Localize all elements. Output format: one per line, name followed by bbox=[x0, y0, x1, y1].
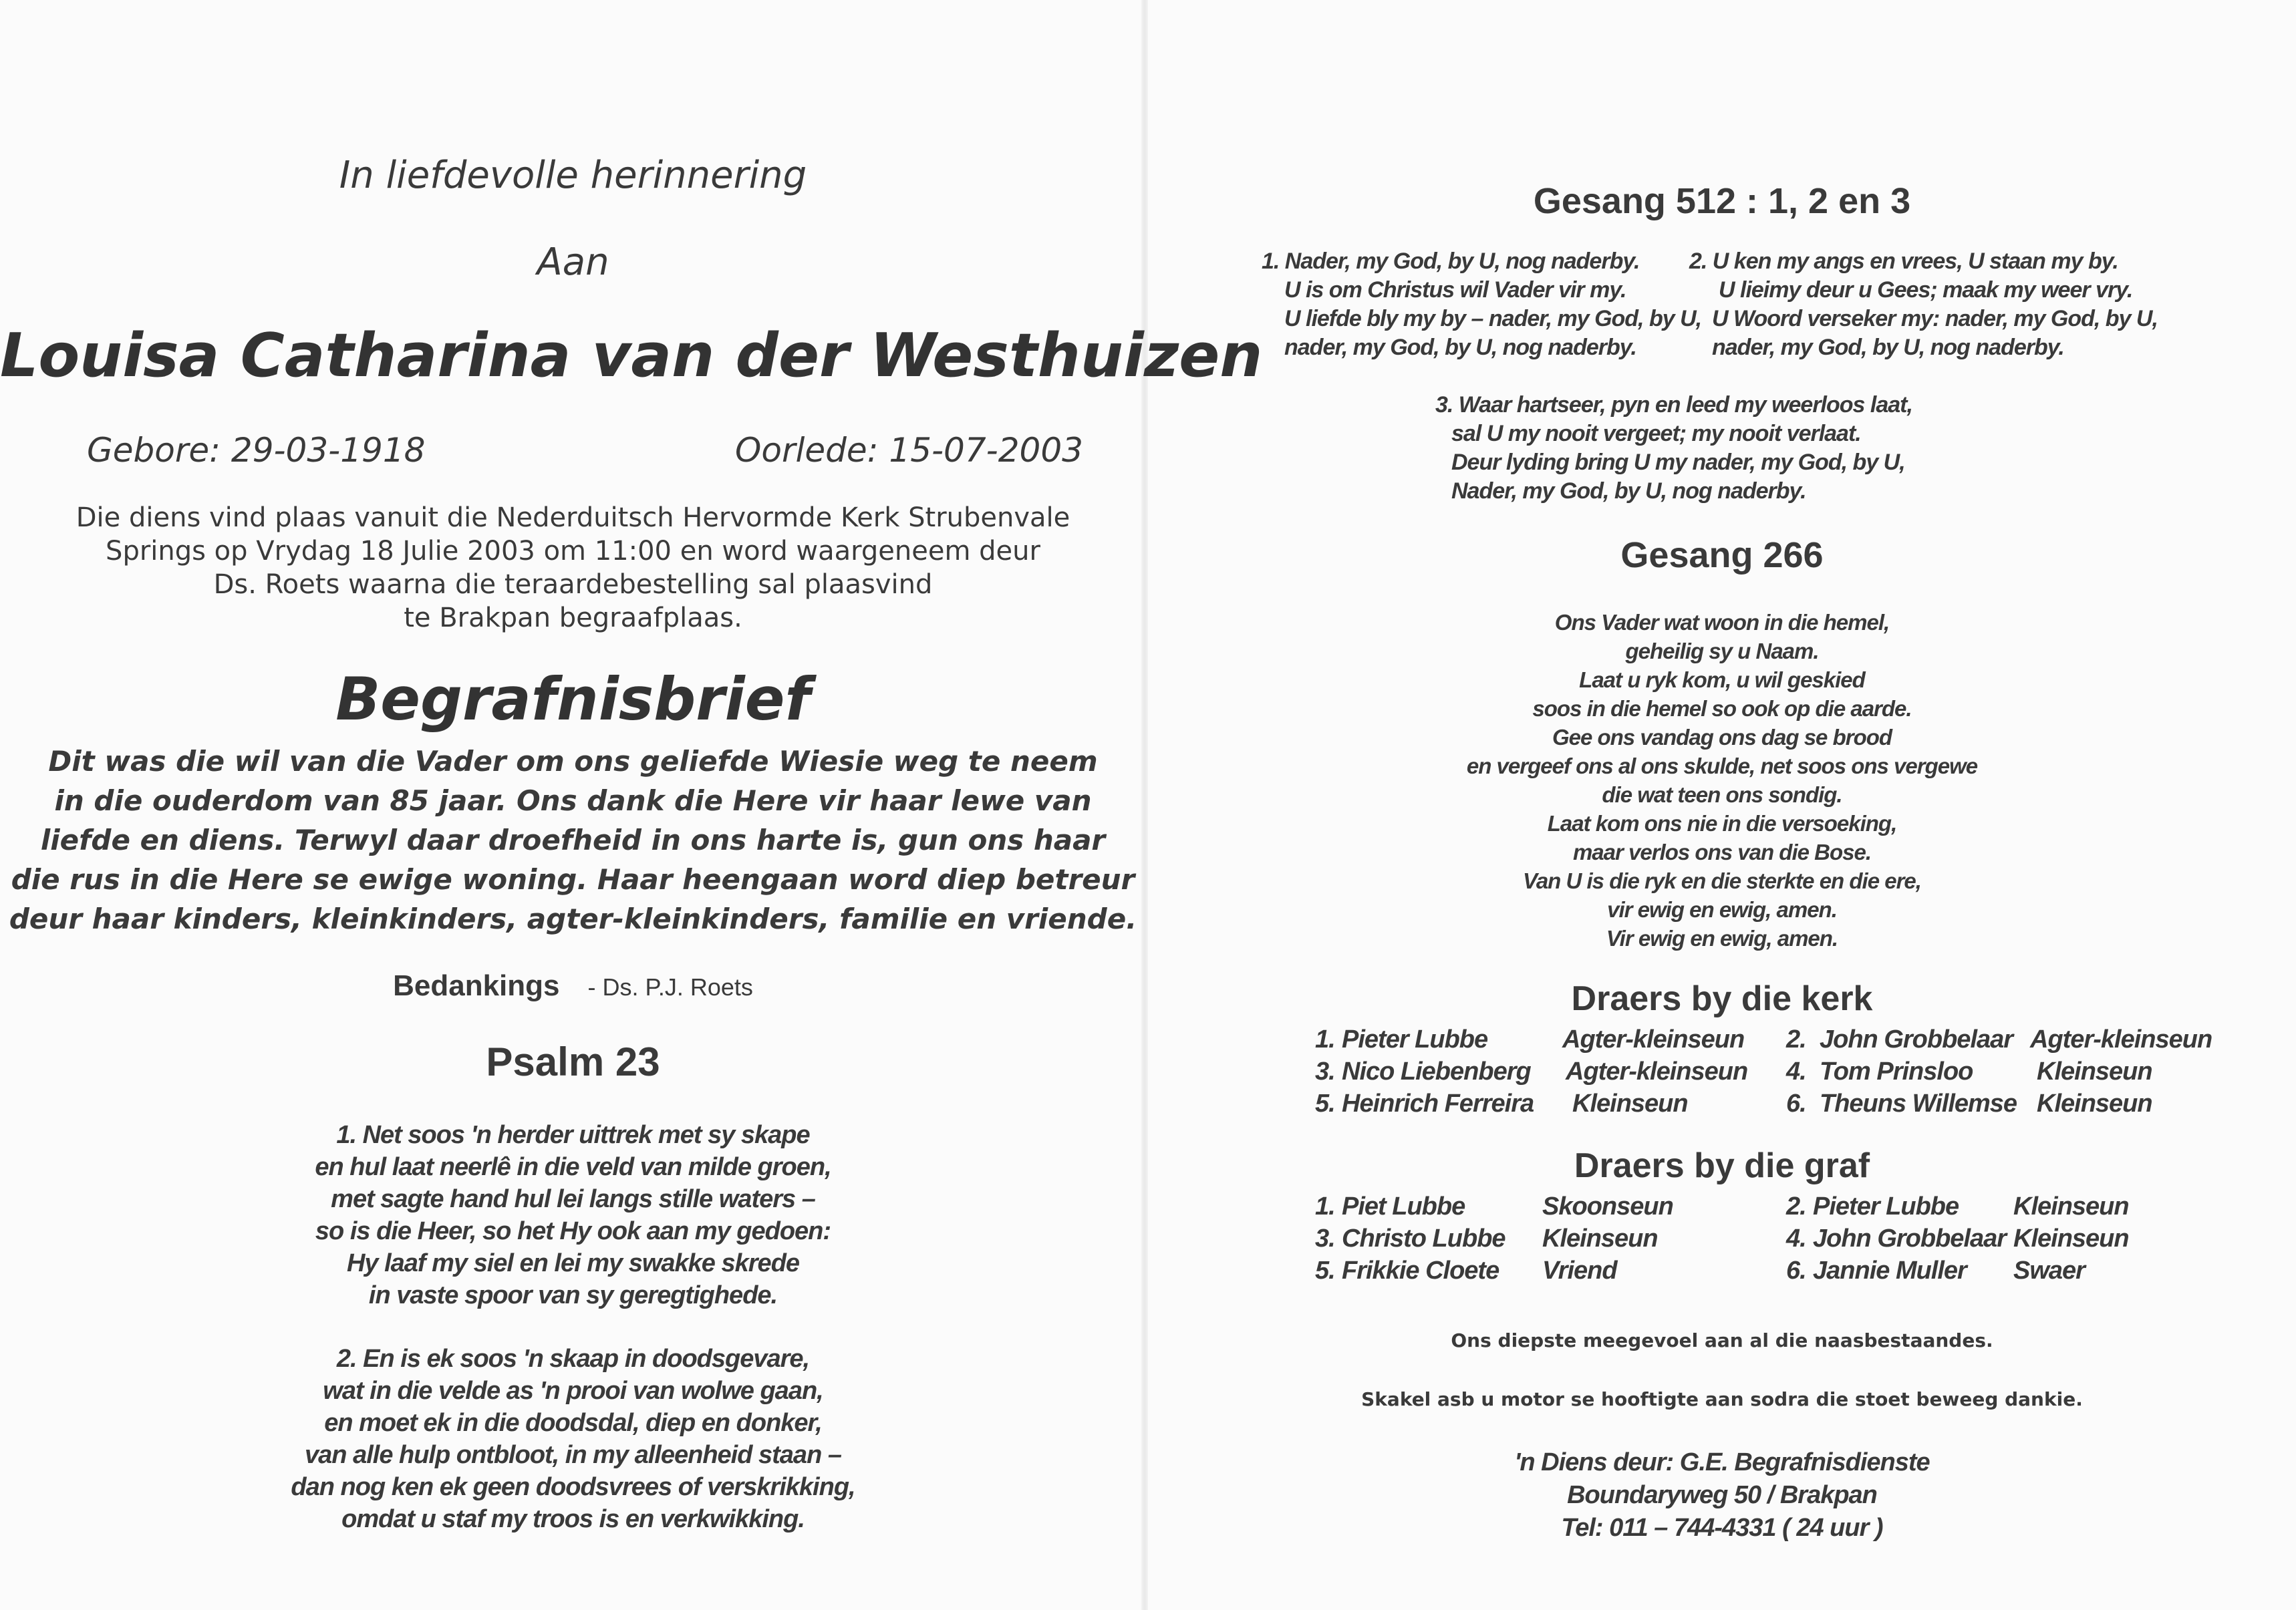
verse-line: U liefde bly my by – nader, my God, by U, bbox=[1284, 306, 1702, 331]
verse-line: U is om Christus wil Vader vir my. bbox=[1284, 277, 1626, 303]
hymn-512-verse-2 bbox=[1689, 247, 2158, 362]
verse-line: wat in die velde as 'n prooi van wolwe gaan, bbox=[323, 1377, 823, 1405]
letter-body bbox=[0, 742, 1146, 939]
right-page bbox=[1148, 0, 2296, 1610]
hymn-512-verse-1 bbox=[1262, 247, 1701, 362]
verse-line: Gee ons vandag ons dag se brood bbox=[1552, 725, 1892, 750]
service-line: te Brakpan begraafplaas. bbox=[404, 603, 742, 633]
memorial-to: Aan bbox=[537, 240, 609, 284]
bearer-name: John Grobbelaar bbox=[1820, 1025, 2013, 1054]
verse-line: 2. U ken my angs en vrees, U staan my by. bbox=[1689, 249, 2118, 274]
verse-line: geheilig sy u Naam. bbox=[1625, 639, 1819, 663]
verse-line: dan nog ken ek geen doodsvrees of verskrikking, bbox=[291, 1473, 855, 1501]
bearer-relation: Kleinseun bbox=[2037, 1058, 2152, 1086]
verse-line: nader, my God, by U, nog naderby. bbox=[1284, 335, 1636, 360]
verse-line: Deur lyding bring U my nader, my God, by U, bbox=[1451, 450, 1905, 475]
church-bearers-list bbox=[1315, 1025, 2251, 1126]
verse-line: Van U is die ryk en die sterkte en die ere, bbox=[1523, 868, 1921, 893]
verse-line: en hul laat neerlê in die veld van milde groen, bbox=[315, 1153, 831, 1181]
hymn-266-title: Gesang 266 bbox=[1620, 535, 1824, 575]
bearer-number: 1. bbox=[1315, 1025, 1335, 1054]
letter-line: die rus in die Here se ewige woning. Haar heengaan word diep betreur bbox=[11, 863, 1135, 896]
bearer-name: Tom Prinsloo bbox=[1820, 1058, 1973, 1086]
memorial-intro: In liefdevolle herinnering bbox=[339, 154, 807, 197]
verse-line: 3. Waar hartseer, pyn en leed my weerloos laat, bbox=[1435, 392, 1912, 418]
bearer-number: 6. bbox=[1786, 1257, 1806, 1285]
bearer-name: Pieter Lubbe bbox=[1342, 1025, 1488, 1054]
verse-line: nader, my God, by U, nog naderby. bbox=[1712, 335, 2064, 360]
car-lights-note: Skakel asb u motor se hooftigte aan sodra die stoet beweeg dankie. bbox=[1361, 1388, 2083, 1410]
birth-date: Gebore: 29-03-1918 bbox=[87, 431, 426, 470]
undertaker-line: Tel: 011 – 744-4331 ( 24 uur ) bbox=[1561, 1514, 1883, 1542]
service-line: Die diens vind plaas vanuit die Nederduitsch Hervormde Kerk Strubenvale bbox=[76, 502, 1070, 533]
verse-line: 2. En is ek soos 'n skaap in doodsgevare, bbox=[336, 1345, 810, 1373]
bearer-name: Pieter Lubbe bbox=[1813, 1192, 1959, 1221]
condolence-note: Ons diepste meegevoel aan al die naasbestaandes. bbox=[1451, 1329, 1993, 1351]
letter-title: Begrafnisbrief bbox=[335, 665, 811, 734]
verse-line: so is die Heer, so het Hy ook aan my gedoen: bbox=[315, 1217, 831, 1245]
service-line: Springs op Vrydag 18 Julie 2003 om 11:00 en word waargeneem deur bbox=[106, 536, 1040, 567]
thanks-by: - Ds. P.J. Roets bbox=[587, 973, 753, 1001]
service-line: Ds. Roets waarna die teraardebestelling sal plaasvind bbox=[213, 569, 933, 600]
undertaker-info bbox=[1148, 1446, 2296, 1545]
bearer-relation: Kleinseun bbox=[1572, 1090, 1688, 1118]
hymn-512-verse-3 bbox=[1435, 391, 1912, 506]
psalm-verse-2 bbox=[0, 1343, 1146, 1535]
letter-line: liefde en diens. Terwyl daar droefheid in ons harte is, gun ons haar bbox=[40, 824, 1106, 856]
thanks-line bbox=[0, 969, 1146, 1003]
verse-line: die wat teen ons sondig. bbox=[1602, 782, 1842, 807]
bearer-name: Nico Liebenberg bbox=[1342, 1058, 1531, 1086]
verse-line: Laat u ryk kom, u wil geskied bbox=[1579, 667, 1865, 692]
verse-line: sal U my nooit vergeet; my nooit verlaat. bbox=[1451, 421, 1861, 446]
verse-line: van alle hulp ontbloot, in my alleenheid staan – bbox=[305, 1441, 841, 1469]
verse-line: 1. Net soos 'n herder uittrek met sy skape bbox=[336, 1121, 810, 1149]
bearer-number: 4. bbox=[1786, 1058, 1806, 1086]
grave-bearers-list bbox=[1315, 1192, 2251, 1293]
bearer-relation: Agter-kleinseun bbox=[1566, 1058, 1748, 1086]
bearer-name: Jannie Muller bbox=[1813, 1257, 1967, 1285]
bearer-relation: Kleinseun bbox=[2013, 1192, 2129, 1221]
bearer-name: Theuns Willemse bbox=[1820, 1090, 2017, 1118]
verse-line: in vaste spoor van sy geregtighede. bbox=[368, 1281, 778, 1309]
verse-line: 1. Nader, my God, by U, nog naderby. bbox=[1262, 249, 1640, 274]
bearer-number: 3. bbox=[1315, 1225, 1335, 1253]
bearer-name: Heinrich Ferreira bbox=[1342, 1090, 1534, 1118]
bearer-name: Frikkie Cloete bbox=[1342, 1257, 1499, 1285]
grave-bearers-title: Draers by die graf bbox=[1574, 1146, 1870, 1185]
verse-line: en vergeef ons al ons skulde, net soos ons vergewe bbox=[1466, 754, 1978, 778]
bearer-relation: Agter-kleinseun bbox=[1562, 1025, 1745, 1054]
bearer-number: 2. bbox=[1786, 1025, 1806, 1054]
verse-line: Vir ewig en ewig, amen. bbox=[1606, 926, 1838, 951]
death-date: Oorlede: 15-07-2003 bbox=[735, 431, 1083, 470]
undertaker-line: 'n Diens deur: G.E. Begrafnisdienste bbox=[1514, 1448, 1930, 1476]
verse-line: omdat u staf my troos is en verkwikking. bbox=[341, 1505, 805, 1533]
letter-line: deur haar kinders, kleinkinders, agter-kleinkinders, familie en vriende. bbox=[9, 903, 1137, 935]
bearer-name: Piet Lubbe bbox=[1342, 1192, 1465, 1221]
bearer-number: 5. bbox=[1315, 1257, 1335, 1285]
verse-line: maar verlos ons van die Bose. bbox=[1572, 840, 1872, 864]
bearer-relation: Vriend bbox=[1542, 1257, 1617, 1285]
letter-line: Dit was die wil van die Vader om ons geliefde Wiesie weg te neem bbox=[48, 745, 1098, 778]
bearer-relation: Swaer bbox=[2013, 1257, 2085, 1285]
letter-line: in die ouderdom van 85 jaar. Ons dank die Here vir haar lewe van bbox=[54, 784, 1092, 817]
bearer-relation: Kleinseun bbox=[2013, 1225, 2129, 1253]
undertaker-line: Boundaryweg 50 / Brakpan bbox=[1567, 1481, 1877, 1509]
verse-line: Nader, my God, by U, nog naderby. bbox=[1451, 478, 1806, 504]
verse-line: en moet ek in die doodsdal, diep en donker, bbox=[324, 1409, 822, 1437]
verse-line: met sagte hand hul lei langs stille waters – bbox=[331, 1185, 815, 1213]
verse-line: U Woord verseker my: nader, my God, by U, bbox=[1712, 306, 2158, 331]
deceased-name: Louisa Catharina van der Westhuizen bbox=[0, 321, 1263, 391]
bearer-relation: Skoonseun bbox=[1542, 1192, 1673, 1221]
hymn-266-text bbox=[1148, 608, 2296, 953]
hymn-512-title: Gesang 512 : 1, 2 en 3 bbox=[1533, 181, 1911, 221]
psalm-title: Psalm 23 bbox=[486, 1039, 660, 1084]
verse-line: Hy laaf my siel en lei my swakke skrede bbox=[346, 1249, 800, 1277]
church-bearers-title: Draers by die kerk bbox=[1571, 979, 1873, 1018]
psalm-verse-1 bbox=[0, 1119, 1146, 1311]
bearer-number: 5. bbox=[1315, 1090, 1335, 1118]
bearer-number: 1. bbox=[1315, 1192, 1335, 1221]
verse-line: Ons Vader wat woon in die hemel, bbox=[1554, 610, 1890, 635]
bearer-relation: Kleinseun bbox=[1542, 1225, 1658, 1253]
bearer-relation: Agter-kleinseun bbox=[2030, 1025, 2212, 1054]
verse-line: soos in die hemel so ook op die aarde. bbox=[1532, 696, 1912, 721]
bearer-number: 4. bbox=[1786, 1225, 1806, 1253]
bearer-name: Christo Lubbe bbox=[1342, 1225, 1505, 1253]
bearer-relation: Kleinseun bbox=[2037, 1090, 2152, 1118]
bearer-number: 2. bbox=[1786, 1192, 1806, 1221]
bearer-number: 6. bbox=[1786, 1090, 1806, 1118]
verse-line: Laat kom ons nie in die versoeking, bbox=[1547, 811, 1897, 836]
bearer-number: 3. bbox=[1315, 1058, 1335, 1086]
bearer-name: John Grobbelaar bbox=[1813, 1225, 2007, 1253]
verse-line: vir ewig en ewig, amen. bbox=[1607, 897, 1837, 922]
thanks-label: Bedankings bbox=[393, 969, 560, 1002]
service-info bbox=[0, 501, 1146, 635]
verse-line: U lieimy deur u Gees; maak my weer vry. bbox=[1719, 277, 2133, 303]
